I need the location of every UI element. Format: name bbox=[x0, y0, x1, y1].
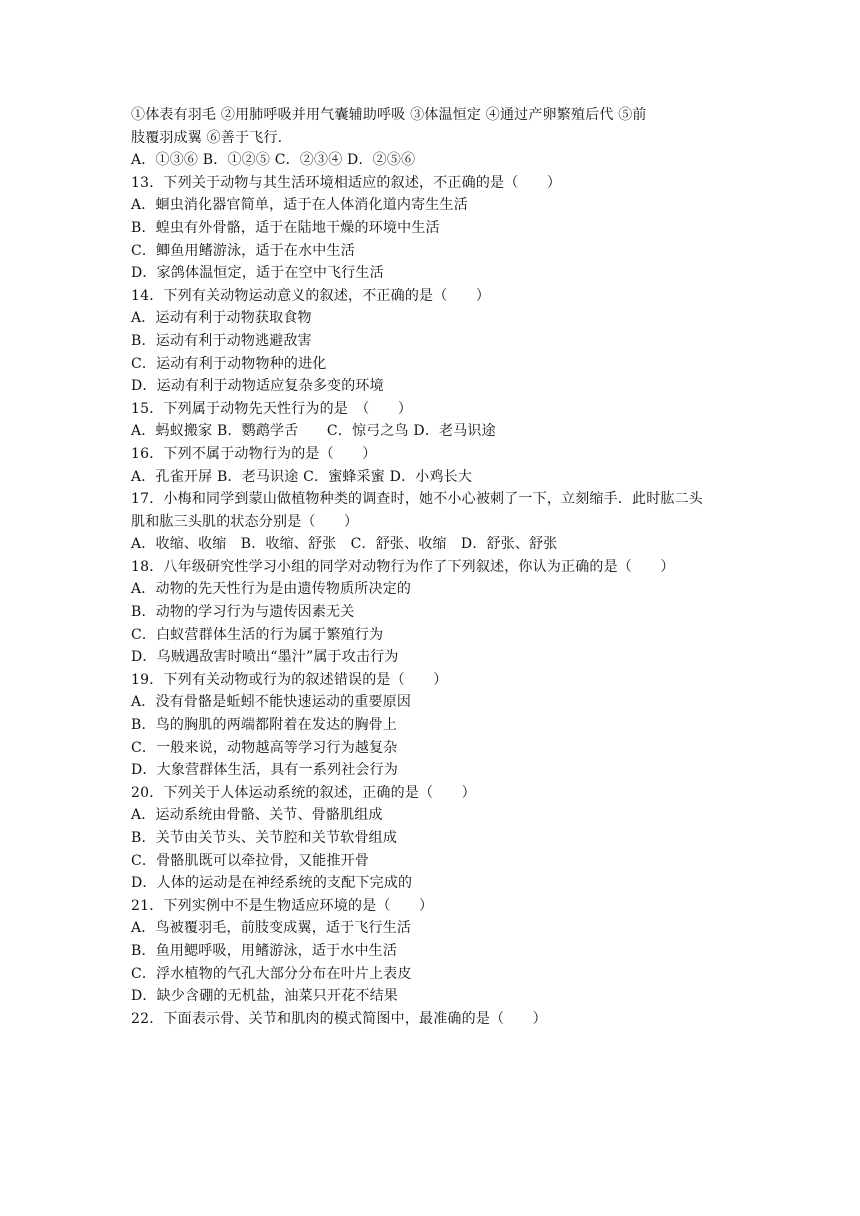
option-a: A．动物的先天性行为是由遗传物质所决定的 bbox=[131, 581, 412, 598]
answer-options: A．孔雀开屏 B．老马识途 C．蜜蜂采蜜 D．小鸡长大 bbox=[131, 468, 473, 485]
question-18: 18．八年级研究性学习小组的同学对动物行为作了下列叙述，你认为正确的是（ ） bbox=[131, 558, 675, 575]
option-c: C．鲫鱼用鳍游泳，适于在水中生活 bbox=[131, 242, 355, 259]
option-a: A．没有骨骼是蚯蚓不能快速运动的重要原因 bbox=[131, 694, 412, 711]
answer-options: A．蚂蚁搬家 B．鹦鹉学舌 C．惊弓之鸟 D．老马识途 bbox=[131, 423, 496, 440]
option-b: B．蝗虫有外骨骼，适于在陆地干燥的环境中生活 bbox=[131, 219, 440, 236]
option-d: D．家鸽体温恒定，适于在空中飞行生活 bbox=[131, 265, 384, 282]
option-b: B．鸟的胸肌的两端都附着在发达的胸骨上 bbox=[131, 717, 398, 734]
option-d: D．缺少含硼的无机盐，油菜只开花不结果 bbox=[131, 988, 399, 1005]
question-17: 17．小梅和同学到蒙山做植物种类的调查时，她不小心被刺了一下，立刻缩手．此时肱二头 bbox=[131, 491, 704, 508]
option-d: D．人体的运动是在神经系统的支配下完成的 bbox=[131, 875, 413, 892]
question-19: 19．下列有关动物或行为的叙述错误的是（ ） bbox=[131, 671, 448, 688]
option-a: A．鸟被覆羽毛，前肢变成翼，适于飞行生活 bbox=[131, 920, 412, 937]
text-line: 肢覆羽成翼 ⑥善于飞行. bbox=[131, 129, 283, 146]
document-page bbox=[131, 104, 731, 1030]
option-a: A．运动有利于动物获取食物 bbox=[131, 310, 312, 327]
question-15: 15．下列属于动物先天性行为的是 （ ） bbox=[131, 400, 413, 417]
option-b: B．动物的学习行为与遗传因素无关 bbox=[131, 604, 355, 621]
option-b: B．运动有利于动物逃避敌害 bbox=[131, 332, 312, 349]
option-c: C．骨骼肌既可以牵拉骨，又能推开骨 bbox=[131, 852, 370, 869]
option-d: D．大象营群体生活，具有一系列社会行为 bbox=[131, 762, 399, 779]
option-c: C．一般来说，动物越高等学习行为越复杂 bbox=[131, 739, 398, 756]
option-d: D．乌贼遇敌害时喷出“墨汁”属于攻击行为 bbox=[131, 649, 399, 666]
answer-options: A．收缩、收缩 B．收缩、舒张 C．舒张、收缩 D．舒张、舒张 bbox=[131, 536, 558, 553]
text-line: ①体表有羽毛 ②用肺呼吸并用气囊辅助呼吸 ③体温恒定 ④通过产卵繁殖后代 ⑤前 bbox=[131, 107, 647, 123]
question-21: 21．下列实例中不是生物适应环境的是（ ） bbox=[131, 897, 434, 914]
question-13: 13．下列关于动物与其生活环境相适应的叙述，不正确的是（ ） bbox=[131, 174, 562, 191]
question-16: 16．下列不属于动物行为的是（ ） bbox=[131, 445, 377, 462]
answer-options: A．①③⑥ B．①②⑤ C．②③④ D．②⑤⑥ bbox=[131, 152, 416, 169]
option-b: B．鱼用鳃呼吸，用鳍游泳，适于水中生活 bbox=[131, 942, 398, 959]
option-c: C．浮水植物的气孔大部分分布在叶片上表皮 bbox=[131, 965, 412, 982]
question-22: 22．下面表示骨、关节和肌肉的模式简图中，最准确的是（ ） bbox=[131, 1010, 547, 1027]
option-a: A．蛔虫消化器官简单，适于在人体消化道内寄生生活 bbox=[131, 197, 468, 214]
option-a: A．运动系统由骨骼、关节、骨骼肌组成 bbox=[131, 807, 383, 824]
question-14: 14．下列有关动物运动意义的叙述，不正确的是（ ） bbox=[131, 287, 491, 304]
question-17-continued: 肌和肱三头肌的状态分别是（ ） bbox=[131, 513, 359, 530]
option-d: D．运动有利于动物适应复杂多变的环境 bbox=[131, 378, 384, 395]
question-20: 20．下列关于人体运动系统的叙述，正确的是（ ） bbox=[131, 784, 476, 801]
option-b: B．关节由关节头、关节腔和关节软骨组成 bbox=[131, 830, 398, 846]
option-c: C．白蚁营群体生活的行为属于繁殖行为 bbox=[131, 626, 384, 643]
option-c: C．运动有利于动物物种的进化 bbox=[131, 355, 327, 372]
